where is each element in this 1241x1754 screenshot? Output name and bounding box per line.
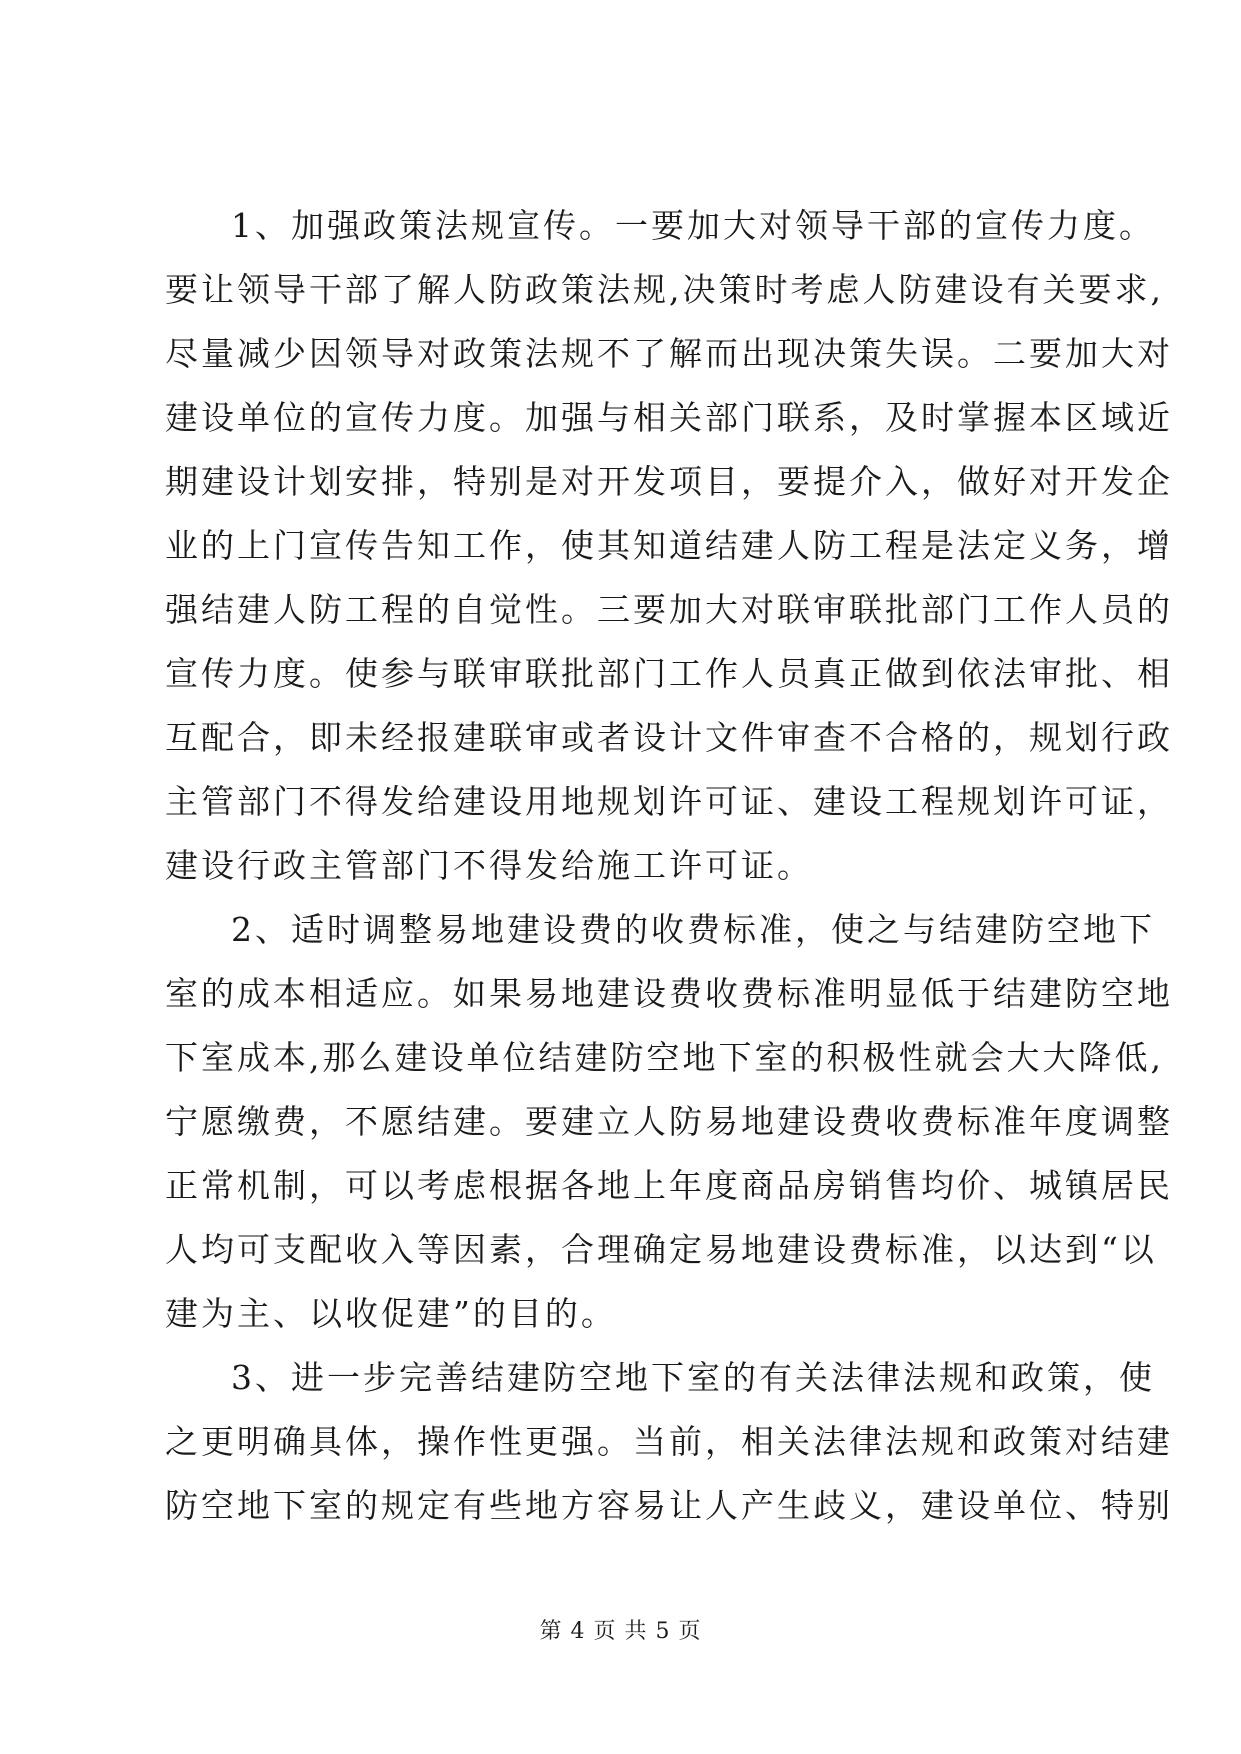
- text-line: 要让领导干部了解人防政策法规,决策时考虑人防建设有关要求,: [165, 270, 1164, 309]
- text-line: 2、适时调整易地建设费的收费标准，使之与结建防空地下: [231, 910, 1155, 949]
- text-line: 正常机制，可以考虑根据各地上年度商品房销售均价、城镇居民: [165, 1166, 1173, 1205]
- text-line: 下室成本,那么建设单位结建防空地下室的积极性就会大大降低,: [165, 1038, 1164, 1077]
- text-line: 1、加强政策法规宣传。一要加大对领导干部的宣传力度。: [231, 206, 1155, 245]
- text-line: 主管部门不得发给建设用地规划许可证、建设工程规划许可证，: [165, 782, 1173, 821]
- text-line: 防空地下室的规定有些地方容易让人产生歧义，建设单位、特别: [165, 1486, 1173, 1525]
- paragraph-1: [165, 194, 1173, 898]
- text-line: 室的成本相适应。如果易地建设费收费标准明显低于结建防空地: [165, 974, 1173, 1013]
- text-line: 业的上门宣传告知工作，使其知道结建人防工程是法定义务，增: [165, 526, 1173, 565]
- paragraph-2: [165, 898, 1173, 1346]
- text-line: 期建设计划安排，特别是对开发项目，要提介入，做好对开发企: [165, 462, 1173, 501]
- text-line: 尽量减少因领导对政策法规不了解而出现决策失误。二要加大对: [165, 334, 1173, 373]
- text-line: 互配合，即未经报建联审或者设计文件审查不合格的，规划行政: [165, 718, 1173, 757]
- paragraph-3: [165, 1346, 1173, 1538]
- text-line: 建为主、以收促建”的目的。: [165, 1294, 617, 1333]
- text-line: 宣传力度。使参与联审联批部门工作人员真正做到依法审批、相: [165, 654, 1173, 693]
- text-line: 建设行政主管部门不得发给施工许可证。: [165, 846, 813, 885]
- text-line: 建设单位的宣传力度。加强与相关部门联系，及时掌握本区域近: [165, 398, 1173, 437]
- text-line: 强结建人防工程的自觉性。三要加大对联审联批部门工作人员的: [165, 590, 1173, 629]
- document-body: [165, 194, 1173, 1538]
- text-line: 宁愿缴费，不愿结建。要建立人防易地建设费收费标准年度调整: [165, 1102, 1173, 1141]
- text-line: 3、进一步完善结建防空地下室的有关法律法规和政策，使: [231, 1358, 1155, 1397]
- text-line: 之更明确具体，操作性更强。当前，相关法律法规和政策对结建: [165, 1422, 1173, 1461]
- text-line: 人均可支配收入等因素，合理确定易地建设费标准，以达到“以: [165, 1230, 1157, 1269]
- page-footer: [0, 1614, 1241, 1645]
- page-number-label: 第 4 页 共 5 页: [539, 1619, 702, 1644]
